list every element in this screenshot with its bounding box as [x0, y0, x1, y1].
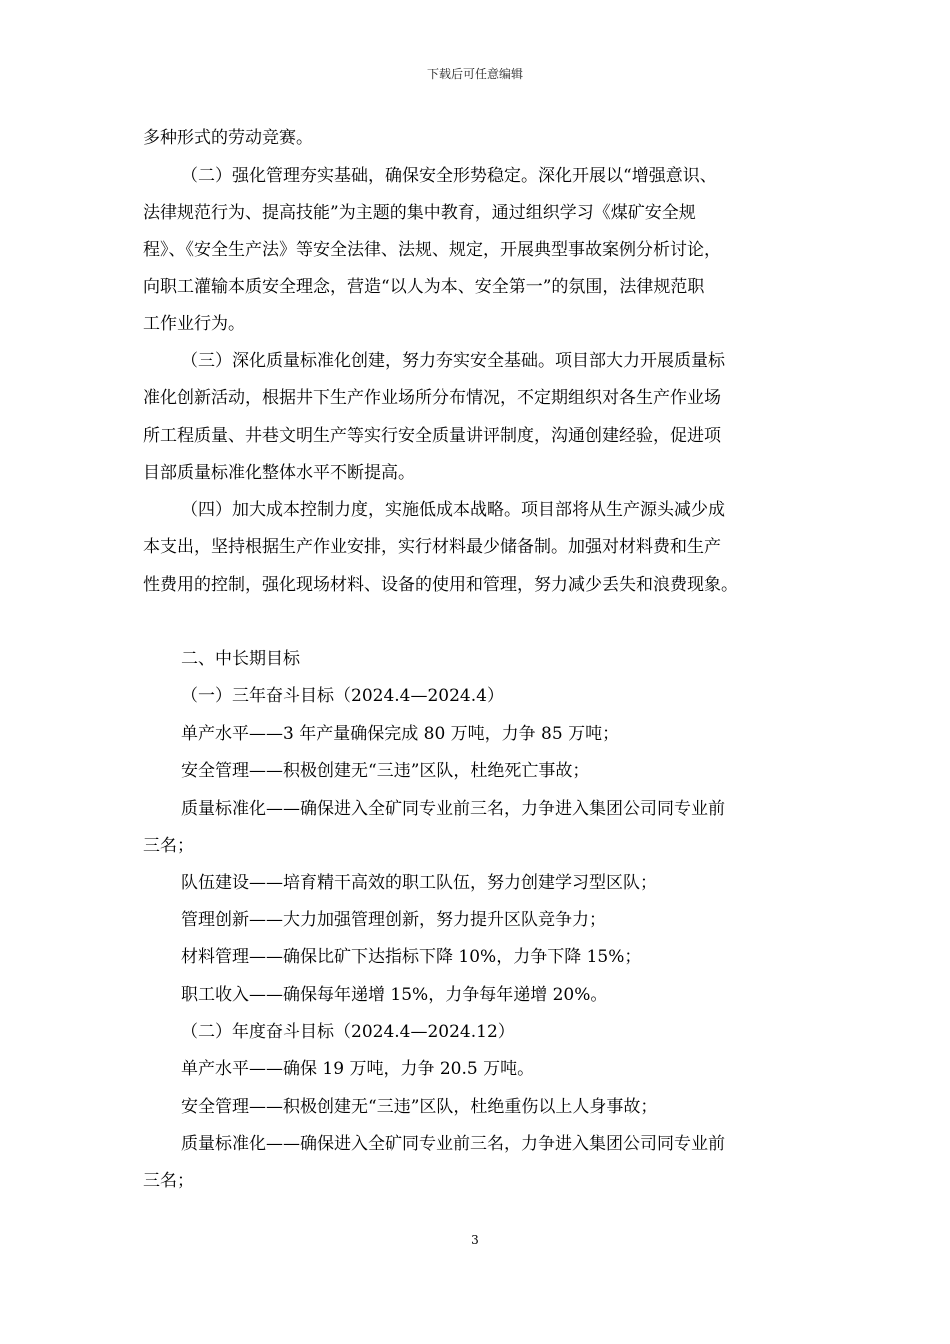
paragraph-line: 法律规范行为、提高技能”为主题的集中教育，通过组织学习《煤矿安全规 [143, 203, 696, 223]
goal-item: 单产水平——3 年产量确保完成 80 万吨，力争 85 万吨； [181, 724, 620, 744]
goal-item: 单产水平——确保 19 万吨，力争 20.5 万吨。 [181, 1059, 535, 1079]
paragraph-line: 目部质量标准化整体水平不断提高。 [143, 463, 415, 483]
paragraph-line: 准化创新活动，根据井下生产作业场所分布情况，不定期组织对各生产作业场 [143, 388, 721, 408]
paragraph-line: （三）深化质量标准化创建，努力夯实安全基础。项目部大力开展质量标 [181, 351, 725, 371]
goal-item: 职工收入——确保每年递增 15%，力争每年递增 20%。 [181, 985, 608, 1005]
paragraph-line: 所工程质量、井巷文明生产等实行安全质量讲评制度，沟通创建经验，促进项 [143, 426, 721, 446]
goal-item: 质量标准化——确保进入全矿同专业前三名，力争进入集团公司同专业前 [181, 799, 725, 819]
goal-item: 安全管理——积极创建无“三违”区队，杜绝死亡事故； [181, 761, 590, 781]
goal-item: 管理创新——大力加强管理创新，努力提升区队竞争力； [181, 910, 606, 930]
paragraph-line: 程》、《安全生产法》等安全法律、法规、规定，开展典型事故案例分析讨论， [143, 240, 721, 260]
goal-item: 三名； [143, 1171, 194, 1191]
subsection-heading: （一）三年奋斗目标（2024.4—2024.4） [181, 686, 504, 706]
goal-item: 质量标准化——确保进入全矿同专业前三名，力争进入集团公司同专业前 [181, 1134, 725, 1154]
paragraph-line: 本支出，坚持根据生产作业安排，实行材料最少储备制。加强对材料费和生产 [143, 537, 721, 557]
goal-item: 三名； [143, 836, 194, 856]
subsection-heading: （二）年度奋斗目标（2024.4—2024.12） [181, 1022, 515, 1042]
paragraph-line: 性费用的控制，强化现场材料、设备的使用和管理，努力减少丢失和浪费现象。 [143, 575, 738, 595]
page-number: 3 [471, 1233, 479, 1247]
section-heading: 二、中长期目标 [181, 649, 300, 669]
paragraph-line: 工作业行为。 [143, 314, 245, 334]
paragraph-line: （二）强化管理夯实基础，确保安全形势稳定。深化开展以“增强意识、 [181, 166, 717, 186]
goal-item: 安全管理——积极创建无“三违”区队，杜绝重伤以上人身事故； [181, 1097, 658, 1117]
paragraph-line: （四）加大成本控制力度，实施低成本战略。项目部将从生产源头减少成 [181, 500, 725, 520]
goal-item: 队伍建设——培育精干高效的职工队伍，努力创建学习型区队； [181, 873, 657, 893]
goal-item: 材料管理——确保比矿下达指标下降 10%，力争下降 15%； [181, 947, 642, 967]
paragraph-line: 向职工灌输本质安全理念，营造“以人为本、安全第一”的氛围，法律规范职 [143, 277, 705, 297]
page-header: 下载后可任意编辑 [426, 67, 523, 81]
paragraph-line: 多种形式的劳动竞赛。 [143, 128, 313, 148]
